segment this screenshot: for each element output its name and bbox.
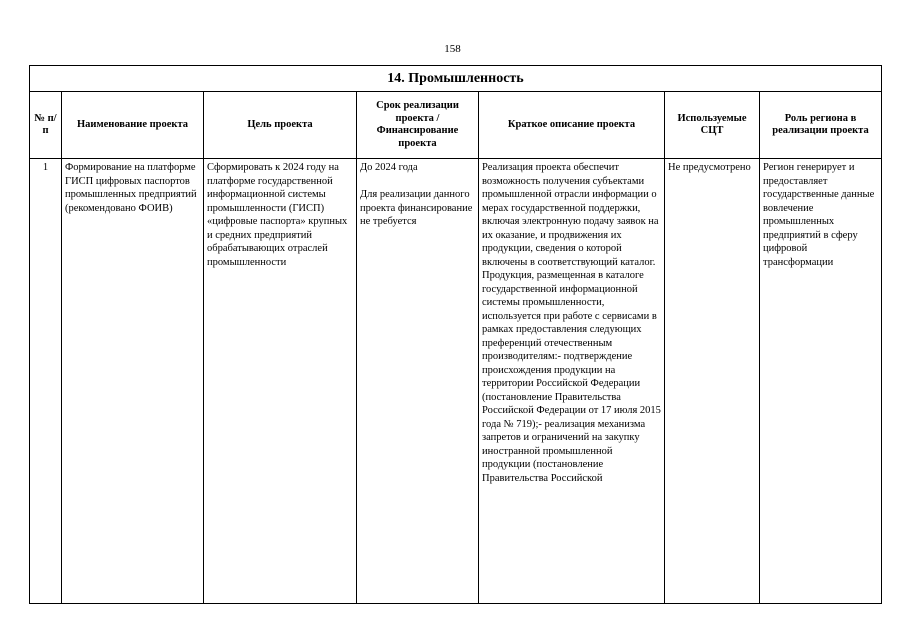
section-title: 14. Промышленность [30,66,882,92]
header-sct: Используемые СЦТ [665,92,760,159]
section-title-row [30,66,882,92]
project-role: Регион генерирует и предоставляет государственные данные вовлечение промышленных предприятий в сферу цифровой трансформации [760,159,882,604]
header-name: Наименование проекта [62,92,204,159]
project-financing: Для реализации данного проекта финансирование не требуется [360,189,473,227]
project-term: До 2024 года [360,162,418,173]
header-row [30,92,882,159]
header-role: Роль региона в реализации проекта [760,92,882,159]
table-row [30,159,882,604]
project-sct: Не предусмотрено [665,159,760,604]
page-number: 158 [444,43,461,55]
header-description: Краткое описание проекта [479,92,665,159]
row-number: 1 [30,159,62,604]
project-name: Формирование на платформе ГИСП цифровых паспортов промышленных предприятий (рекомендовано ФОИВ) [62,159,204,604]
header-goal: Цель проекта [204,92,357,159]
project-description: Реализация проекта обеспечит возможность получения субъектами промышленной отрасли информации о мерах государственной поддержки, включая электронную подачу заявок на их оказание, и продвижения их продукции, сведения о которой включены в соответствующий каталог. Продукция, размещенная в каталоге государственной информационной системы промышленности, используется при работе с сервисами в рамках предоставления следующих преференций отечественным производителям:- подтверждение происхождения продукции на территории Российской Федерации (постановление Правительства Российской Федерации от 17 июля 2015 года № 719);- реализация механизма запретов и ограничений на закупку иностранной промышленной продукции (постановление Правительства Российской [479,159,665,604]
projects-table [29,65,882,604]
project-goal: Сформировать к 2024 году на платформе государственной информационной системы промышленности (ГИСП) «цифровые паспорта» крупных и средних предприятий обрабатывающих отраслей промышленности [204,159,357,604]
header-number: № п/п [30,92,62,159]
project-term-cell [357,159,479,604]
header-term: Срок реализации проекта / Финансирование проекта [357,92,479,159]
